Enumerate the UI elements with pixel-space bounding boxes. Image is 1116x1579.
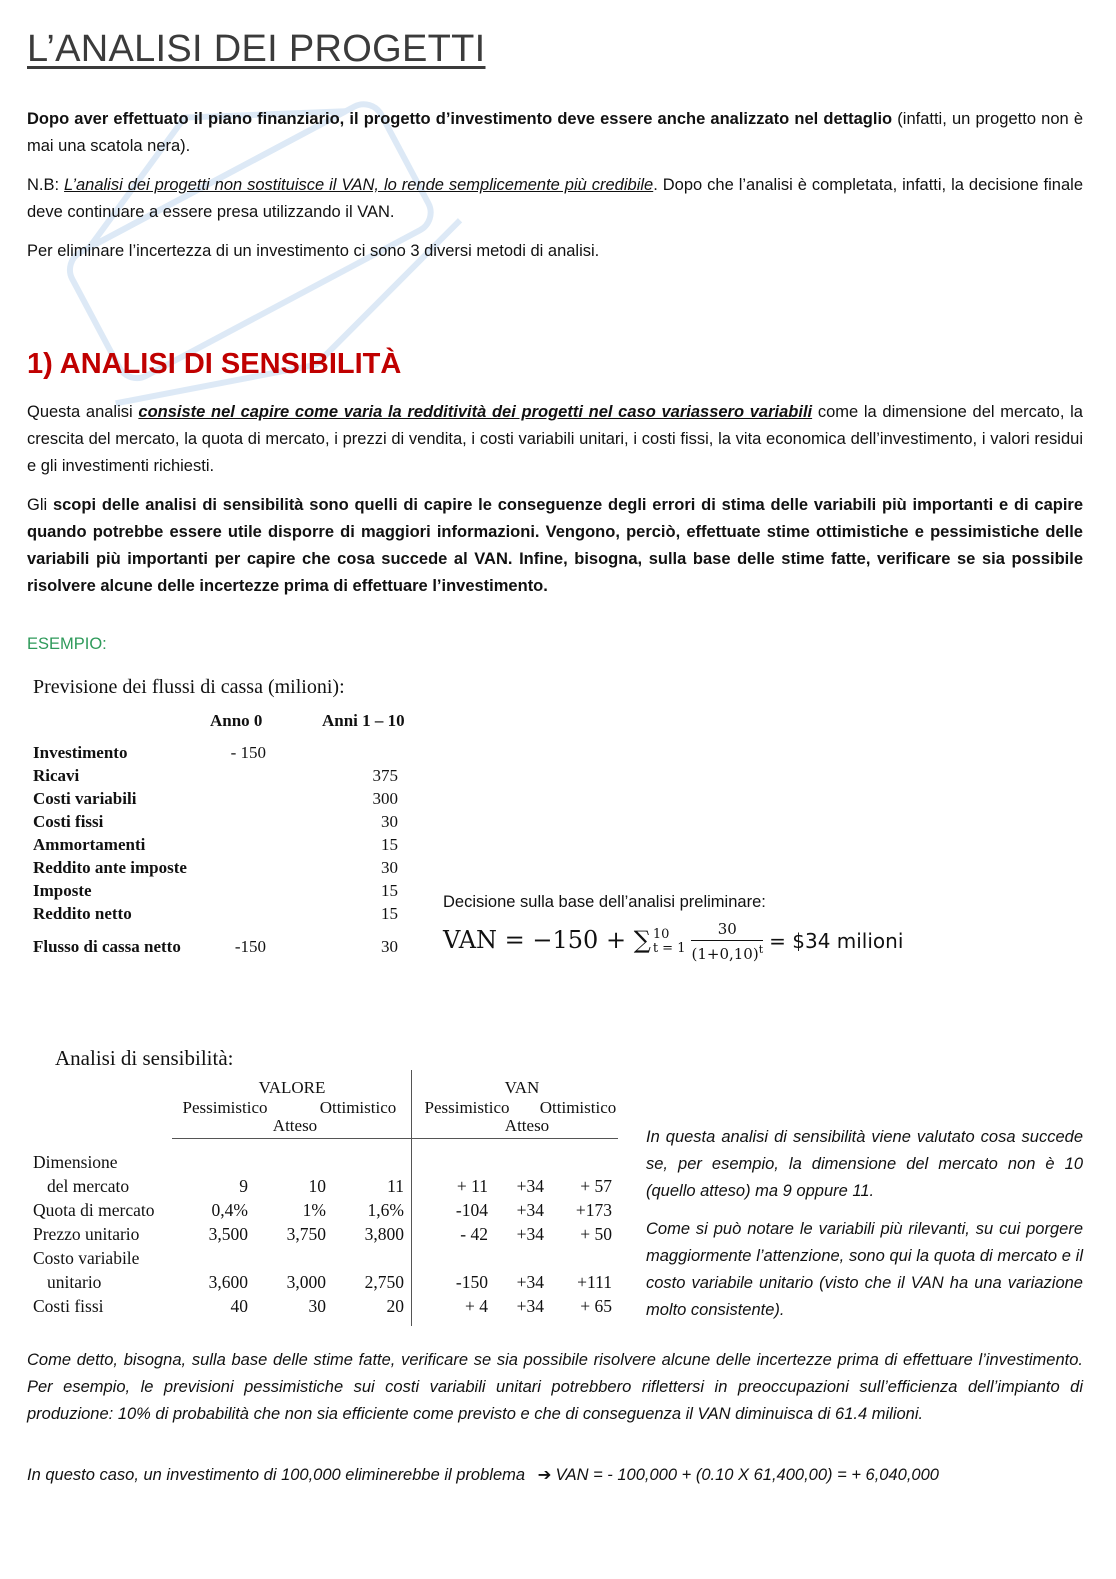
frac-numerator: 30 (691, 920, 763, 941)
sensitivity-value-cell: 2,750 (364, 1272, 404, 1292)
frac-denominator-base: (1+0,10) (691, 945, 759, 963)
cashflow-years-value: 15 (381, 881, 398, 900)
cashflow-row-label: Reddito netto (33, 904, 132, 923)
goals-bold-text: scopi delle analisi di sensibilità sono quelli di capire le conseguenze degli errori di stima delle variabili più importanti e di capire quando potrebbe essere utile disporre di maggiori informazioni. Vengono, perciò, effettuate stime ottimistiche e pessimistiche delle variabili più importanti per capire che cosa succede al VAN. Infine, bisogna, sulla base delle stime fatte, verificare se sia possibile risolvere alcune delle incertezze prima di effettuare l’investimento. (27, 496, 1083, 595)
definition-emphasis: consiste nel capire come varia la redditività dei progetti nel caso variassero variabili (138, 403, 813, 421)
intro-rest-text: (infatti, un progetto non è mai una scatola nera). (27, 110, 1083, 155)
intro-paragraph (27, 106, 1083, 160)
formula-result: = $34 milioni (769, 929, 904, 953)
header-valore-pess: Pessimistico (182, 1098, 268, 1117)
sensitivity-van-cell: + 50 (580, 1224, 612, 1244)
sensitivity-van-cell: +34 (516, 1200, 544, 1220)
sensitivity-van-cell: +173 (575, 1200, 612, 1220)
header-valore: VALORE (258, 1078, 326, 1097)
sensitivity-caption: Analisi di sensibilità: (55, 1046, 234, 1070)
sensitivity-value-cell: 3,800 (364, 1224, 404, 1244)
sensitivity-row-label-cont: unitario (47, 1272, 102, 1292)
final-line-right: VAN = - 100,000 + (0.10 X 61,400,00) = + 6,040,000 (555, 1466, 939, 1484)
cashflow-years-value: 30 (381, 812, 398, 831)
side-note-2: Come si può notare le variabili più rilevanti, su cui porgere maggiormente l’attenzione, sono qui la quota di mercato e il costo variabile unitario (visto che il VAN ha una variazione molto consistente). (646, 1220, 1083, 1319)
sensitivity-van-cell: + 57 (580, 1176, 612, 1196)
sum-limits (653, 928, 686, 956)
sensitivity-value-cell: 1% (302, 1200, 326, 1220)
section-title-sensitivity: 1) ANALISI DI SENSIBILITÀ (27, 348, 402, 380)
sensitivity-row-label: Quota di mercato (33, 1200, 155, 1220)
cashflow-row-label: Flusso di cassa netto (33, 937, 181, 956)
sensitivity-goals (27, 492, 1083, 600)
sensitivity-van-cell: +34 (516, 1296, 544, 1316)
cashflow-row-label: Reddito ante imposte (33, 858, 187, 877)
sensitivity-van-cell: +111 (577, 1272, 612, 1292)
nb-underlined-text: L’analisi dei progetti non sostituisce il VAN, lo rende semplicemente più credibile (64, 176, 654, 194)
cashflow-col-year0: Anno 0 (210, 711, 263, 730)
sensitivity-value-cell: 1,6% (367, 1200, 404, 1220)
header-van-pess: Pessimistico (424, 1098, 510, 1117)
nb-prefix: N.B: (27, 176, 65, 194)
cashflow-caption: Previsione dei flussi di cassa (milioni): (33, 676, 345, 698)
page-title: L’ANALISI DEI PROGETTI (27, 28, 486, 70)
sensitivity-definition (27, 399, 1083, 480)
cashflow-year0-value: -150 (234, 937, 266, 956)
cashflow-year0-value: - 150 (230, 743, 266, 762)
cashflow-years-value: 30 (381, 937, 398, 956)
sensitivity-van-cell: -104 (455, 1200, 488, 1220)
sensitivity-van-cell: -150 (455, 1272, 488, 1292)
sensitivity-value-cell: 20 (386, 1296, 404, 1316)
sensitivity-value-cell: 40 (230, 1296, 248, 1316)
sensitivity-row-label: Prezzo unitario (33, 1224, 140, 1244)
decision-label: Decisione sulla base dell’analisi preliminare: (443, 893, 766, 911)
conclusion-paragraph: Come detto, bisogna, sulla base delle stime fatte, verificare se sia possibile risolvere alcune delle incertezze prima di effettuare l’investimento. Per esempio, le previsioni pessimistiche sui costi variabili unitari potrebbero riflettersi in preoccupazioni sull’efficienza dell’impianto di produzione: 10% di probabilità che non sia efficiente come previsto e che di conseguenza il VAN diminuisca di 61.4 milioni. (27, 1351, 1083, 1423)
nb-rest-text: . Dopo che l’analisi è completata, infatti, la decisione finale deve continuare a essere presa utilizzando il VAN. (27, 176, 1083, 221)
cashflow-years-value: 15 (381, 835, 398, 854)
sensitivity-van-cell: + 65 (580, 1296, 612, 1316)
sensitivity-value-cell: 10 (308, 1176, 326, 1196)
definition-start: Questa analisi (27, 403, 139, 421)
arrow-right-icon: ➔ (537, 1466, 552, 1484)
cashflow-row-label: Imposte (33, 881, 92, 900)
frac-exponent: t (758, 943, 764, 956)
header-van-ott: Ottimistico (539, 1098, 617, 1117)
cashflow-row-label: Investimento (33, 743, 128, 762)
final-line-left: In questo caso, un investimento di 100,000 eliminerebbe il problema (27, 1466, 526, 1484)
sensitivity-row-label: Costo variabile (33, 1248, 140, 1268)
cashflow-years-value: 30 (381, 858, 398, 877)
sensitivity-value-cell: 11 (387, 1176, 404, 1196)
sensitivity-van-cell: + 4 (465, 1296, 488, 1316)
sensitivity-van-cell: +34 (516, 1224, 544, 1244)
header-valore-ott: Ottimistico (319, 1098, 397, 1117)
cashflow-col-years: Anni 1 – 10 (322, 711, 405, 730)
cashflow-years-value: 300 (372, 789, 398, 808)
cashflow-row-label: Costi variabili (33, 789, 137, 808)
van-formula (443, 920, 903, 963)
sensitivity-van-cell: +34 (516, 1272, 544, 1292)
example-label: ESEMPIO: (27, 635, 107, 653)
goals-start: Gli (27, 496, 53, 514)
sensitivity-value-cell: 3,000 (286, 1272, 326, 1292)
sum-upper: 10 (652, 926, 670, 942)
table-divider-horizontal (172, 1138, 618, 1139)
sensitivity-value-cell: 9 (239, 1176, 248, 1196)
sum-lower: t = 1 (652, 940, 686, 956)
intro-bold-text: Dopo aver effettuato il piano finanziario, il progetto d’investimento deve essere anche analizzato nel dettaglio (27, 110, 893, 128)
sensitivity-van-cell: +34 (516, 1176, 544, 1196)
sensitivity-value-cell: 3,750 (286, 1224, 326, 1244)
header-valore-atteso: Atteso (272, 1116, 318, 1135)
sensitivity-van-cell: + 11 (456, 1176, 488, 1196)
frac-denominator (691, 941, 763, 963)
cashflow-years-value: 15 (381, 904, 398, 923)
table-divider-vertical (411, 1070, 412, 1326)
sensitivity-van-cell: - 42 (460, 1224, 488, 1244)
nb-paragraph (27, 172, 1083, 226)
cashflow-row-label: Costi fissi (33, 812, 104, 831)
formula-left: VAN = −150 + ∑ (443, 926, 651, 954)
cashflow-row-label: Ricavi (33, 766, 80, 785)
sensitivity-row-label-cont: del mercato (47, 1176, 130, 1196)
sensitivity-value-cell: 3,600 (208, 1272, 248, 1292)
sensitivity-row-label: Dimensione (33, 1152, 118, 1172)
header-van-atteso: Atteso (504, 1116, 550, 1135)
cashflow-row-label: Ammortamenti (33, 835, 146, 854)
cashflow-years-value: 375 (372, 766, 398, 785)
sensitivity-row-label: Costi fissi (33, 1296, 104, 1316)
methods-paragraph: Per eliminare l’incertezza di un investimento ci sono 3 diversi metodi di analisi. (27, 242, 600, 260)
sensitivity-value-cell: 0,4% (211, 1200, 248, 1220)
header-van: VAN (504, 1078, 540, 1097)
sensitivity-value-cell: 30 (308, 1296, 326, 1316)
conclusion-final-line (27, 1462, 1083, 1489)
side-note-1: In questa analisi di sensibilità viene valutato cosa succede se, per esempio, la dimensione del mercato non è 10 (quello atteso) ma 9 oppure 11. (646, 1128, 1083, 1200)
sensitivity-value-cell: 3,500 (208, 1224, 248, 1244)
formula-fraction (691, 920, 763, 963)
definition-rest: come la dimensione del mercato, la crescita del mercato, la quota di mercato, i prezzi di vendita, i costi variabili unitari, i costi fissi, la vita economica dell’investimento, i valori residui e gli investimenti richiesti. (27, 403, 1083, 475)
